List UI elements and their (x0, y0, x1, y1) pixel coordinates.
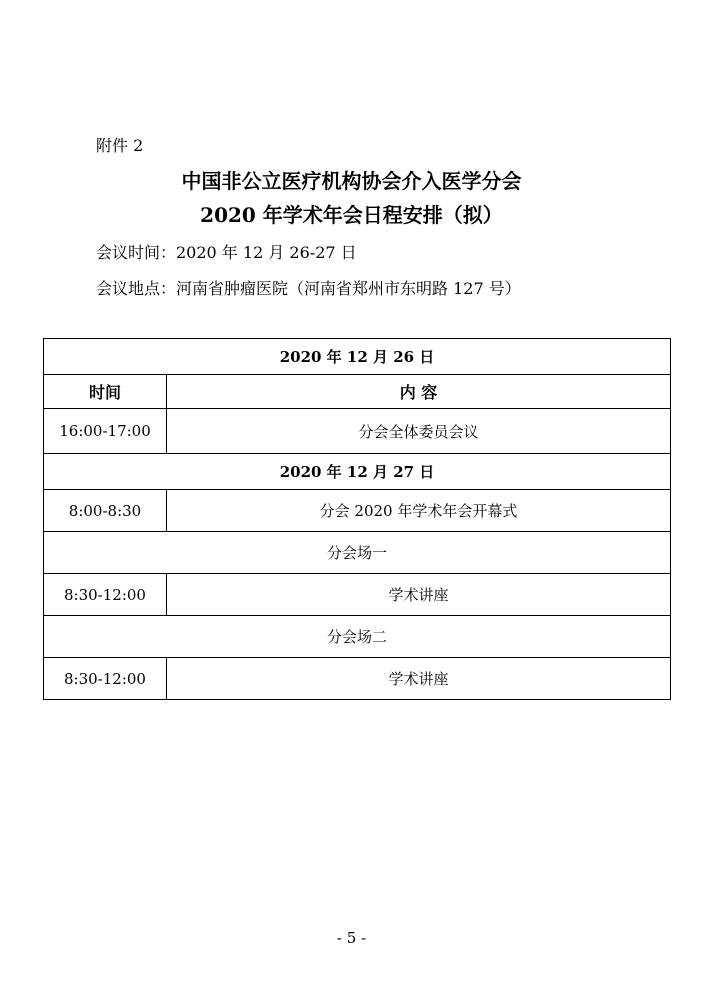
document-title-line1: 中国非公立医疗机构协会介入医学分会 (181, 169, 522, 193)
table-row (44, 490, 671, 532)
header-time-cell: 时间 (44, 375, 167, 409)
meeting-time: 会议时间：2020 年 12 月 26-27 日 (96, 243, 357, 262)
table-row-venue2 (44, 616, 671, 658)
content-cell: 学术讲座 (167, 658, 671, 700)
header-content-cell: 内 容 (167, 375, 671, 409)
schedule-table (43, 338, 671, 700)
table-row (44, 658, 671, 700)
attachment-label: 附件 2 (96, 136, 144, 155)
document-title-line2: 2020 年学术年会日程安排（拟） (200, 203, 503, 227)
content-cell: 学术讲座 (167, 574, 671, 616)
page-number: - 5 - (336, 929, 367, 947)
table-row-day2-date (44, 454, 671, 490)
venue2-cell: 分会场二 (44, 616, 671, 658)
meeting-place: 会议地点：河南省肿瘤医院（河南省郑州市东明路 127 号） (96, 279, 521, 298)
venue1-cell: 分会场一 (44, 532, 671, 574)
table-row (44, 574, 671, 616)
content-cell: 分会 2020 年学术年会开幕式 (167, 490, 671, 532)
content-cell: 分会全体委员会议 (167, 409, 671, 454)
time-cell: 16:00-17:00 (44, 409, 167, 454)
time-cell: 8:30-12:00 (44, 658, 167, 700)
table-row-venue1 (44, 532, 671, 574)
day1-date-cell: 2020 年 12 月 26 日 (44, 339, 671, 375)
table-header-row (44, 375, 671, 409)
table-row (44, 409, 671, 454)
day2-date-cell: 2020 年 12 月 27 日 (44, 454, 671, 490)
time-cell: 8:30-12:00 (44, 574, 167, 616)
table-row-day1-date (44, 339, 671, 375)
time-cell: 8:00-8:30 (44, 490, 167, 532)
